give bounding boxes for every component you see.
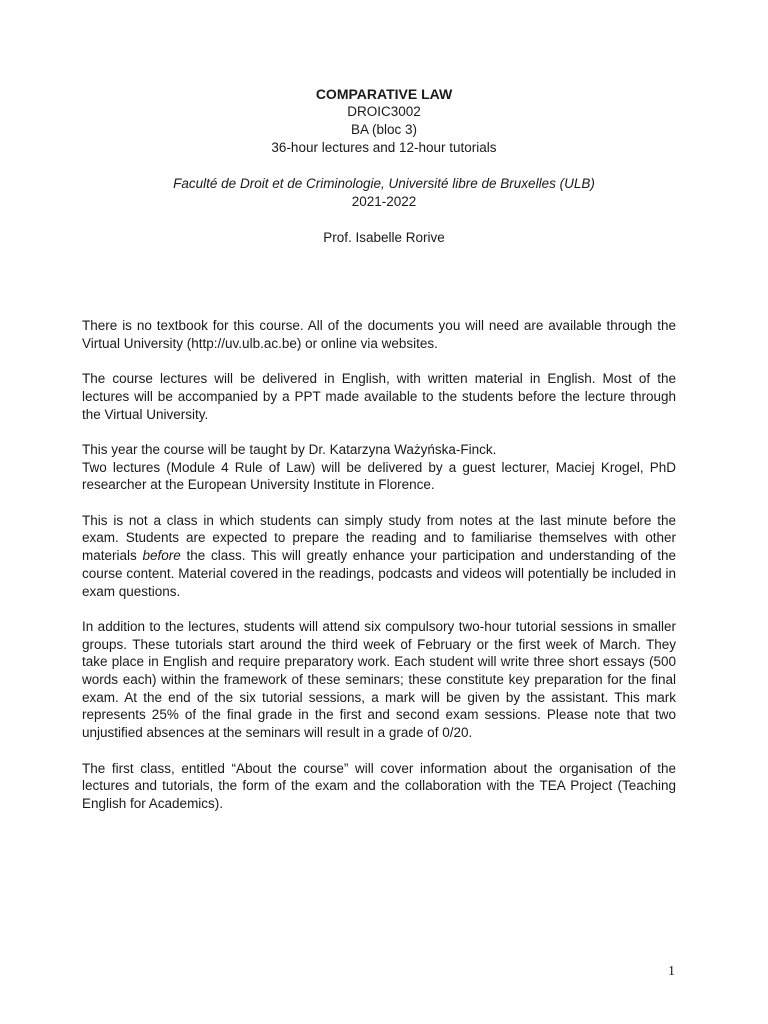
paragraph-preparation xyxy=(82,512,676,601)
course-description xyxy=(82,317,676,830)
paragraph-tutorials: In addition to the lectures, students will attend six compulsory two-hour tutorial sessions in smaller groups. These tutorials start around the third week of February or the first week of March. They take place in English and require preparatory work. Each student will write three short essays (500 words each) within the framework of these seminars; these constitute key preparation for the final exam. At the end of the six tutorial sessions, a mark will be given by the assistant. This mark represents 25% of the final grade in the first and second exam sessions. Please note that two unjustified absences at the seminars will result in a grade of 0/20. xyxy=(82,618,676,741)
professor-name: Prof. Isabelle Rorive xyxy=(323,230,445,245)
course-hours: 36-hour lectures and 12-hour tutorials xyxy=(271,140,497,155)
paragraph-guest-lecturer: Two lectures (Module 4 Rule of Law) will be delivered by a guest lecturer, Maciej Krogel, PhD researcher at the European University Institute in Florence. xyxy=(82,459,676,493)
course-level: BA (bloc 3) xyxy=(350,122,418,137)
paragraph-textbook: There is no textbook for this course. All of the documents you will need are available through the Virtual University (http://uv.ulb.ac.be) or online via websites. xyxy=(82,318,676,351)
preparation-emphasis: before xyxy=(142,548,181,564)
spacer xyxy=(0,211,768,229)
course-title: COMPARATIVE LAW xyxy=(315,86,453,102)
paragraph-teacher: This year the course will be taught by Dr. Katarzyna Ważyńska-Finck. xyxy=(82,441,497,457)
faculty-name: Faculté de Droit et de Criminologie, Université libre de Bruxelles (ULB) xyxy=(173,176,595,191)
academic-year: 2021-2022 xyxy=(351,194,417,209)
preparation-text-start: This is not a class in which students can simply study from notes at the last minute before the exam. Students are expected to prepare the reading and to familiarise themselves with other materials xyxy=(82,512,676,564)
course-code: DROIC3002 xyxy=(347,104,421,119)
preparation-text-end: the class. This will greatly enhance your participation and understanding of the course content. Material covered in the readings, podcasts and videos will potentially be included in exam questions. xyxy=(82,548,676,599)
course-header xyxy=(0,85,768,247)
spacer xyxy=(0,157,768,175)
paragraph-language: The course lectures will be delivered in English, with written material in English. Most of the lectures will be accompanied by a PPT made available to the students before the lecture through the Virtual University. xyxy=(82,371,676,422)
paragraph-first-class: The first class, entitled “About the course” will cover information about the organisation of the lectures and tutorials, the form of the exam and the collaboration with the TEA Project (Teaching English for Academics). xyxy=(82,760,676,811)
page-number: 1 xyxy=(668,964,675,979)
